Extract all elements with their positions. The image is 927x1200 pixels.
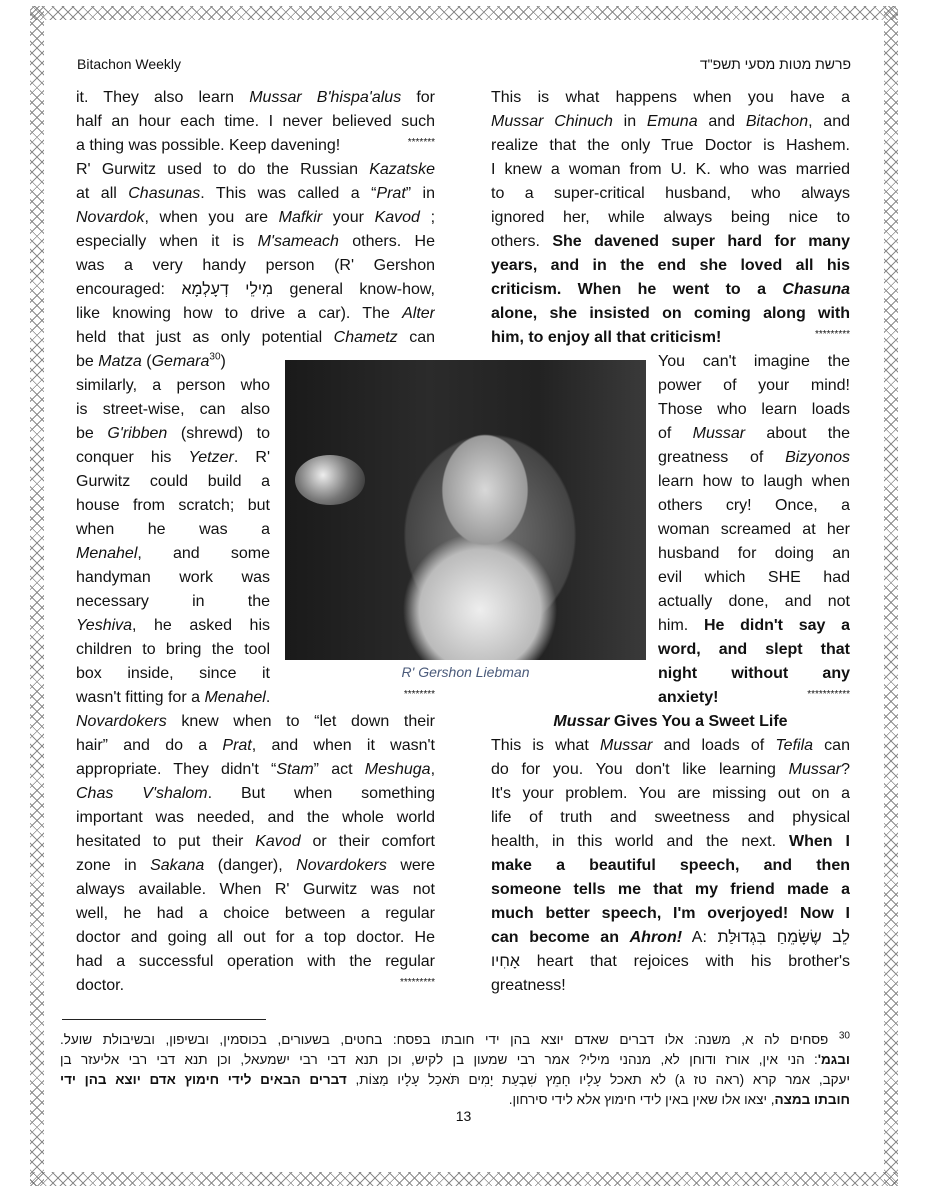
text: ; bbox=[419, 209, 435, 226]
text-line bbox=[491, 278, 850, 302]
text: actually done, and not bbox=[658, 593, 850, 610]
text-line bbox=[491, 950, 850, 974]
text-line bbox=[491, 854, 850, 878]
text-line bbox=[491, 230, 850, 254]
text: ( bbox=[141, 353, 152, 370]
separator-asterisks: ******* bbox=[407, 137, 435, 148]
text: or their comfort bbox=[300, 833, 435, 850]
text-line bbox=[76, 326, 435, 350]
separator-asterisks: ********* bbox=[399, 977, 435, 988]
text: . R' bbox=[233, 449, 270, 466]
text-line bbox=[491, 206, 850, 230]
text: conquer his bbox=[76, 449, 189, 466]
text: it. They also learn bbox=[76, 89, 250, 106]
text-line bbox=[658, 446, 850, 470]
text-line bbox=[491, 902, 850, 926]
text-line bbox=[76, 278, 435, 302]
text-line bbox=[491, 158, 850, 182]
italic-text: Menahel bbox=[76, 545, 138, 562]
text-line bbox=[76, 614, 270, 638]
text-line bbox=[76, 446, 270, 470]
bold-text: alone, she insisted on coming along with bbox=[491, 305, 850, 322]
text-line bbox=[658, 350, 850, 374]
text-line bbox=[658, 518, 850, 542]
bold-text: ובגמ' bbox=[817, 1052, 850, 1067]
text: , and when it wasn't bbox=[251, 737, 435, 754]
text-line bbox=[76, 830, 435, 854]
text-line bbox=[491, 86, 850, 110]
text-line bbox=[76, 662, 270, 686]
text: . This was called a “ bbox=[200, 185, 377, 202]
text-line bbox=[658, 662, 850, 686]
text-line bbox=[76, 374, 270, 398]
italic-text: Tefila bbox=[775, 737, 814, 754]
text: learn how to laugh when bbox=[658, 473, 850, 490]
text: , when you are bbox=[144, 209, 279, 226]
text: well, he had a choice between a regular bbox=[76, 905, 435, 922]
text: be bbox=[76, 353, 99, 370]
text: . But when something bbox=[207, 785, 435, 802]
footnote bbox=[60, 1030, 850, 1110]
bold-italic-text: Ahron! bbox=[629, 929, 683, 946]
bold-italic-text: Chasuna bbox=[782, 281, 850, 298]
separator-asterisks: *********** bbox=[807, 689, 850, 700]
italic-text: Chametz bbox=[333, 329, 398, 346]
text: general know-how, bbox=[273, 281, 435, 298]
bold-text: much better speech, I'm overjoyed! Now I bbox=[491, 905, 850, 922]
hebrew-text: לֵב שֶׂשָּׂמֵחַ בִּגְדוּלַּת bbox=[717, 929, 850, 946]
text: about the bbox=[745, 425, 850, 442]
text: R' Gurwitz used to do the Russian bbox=[76, 161, 370, 178]
text-line bbox=[76, 86, 435, 110]
text: of bbox=[658, 425, 693, 442]
bold-italic-text: Mussar bbox=[553, 713, 610, 730]
text: especially when it is bbox=[76, 233, 258, 250]
text-line bbox=[658, 398, 850, 422]
text: , and bbox=[808, 113, 850, 130]
text-line bbox=[76, 254, 435, 278]
text-line bbox=[76, 518, 270, 542]
text: in bbox=[612, 113, 647, 130]
bold-text: He didn't say a bbox=[703, 617, 850, 634]
text: important was needed, and the whole world bbox=[76, 809, 435, 826]
text: This is what happens when you have a bbox=[491, 89, 850, 106]
bold-text: him, to enjoy all that criticism! bbox=[491, 329, 722, 346]
decorative-border-top bbox=[30, 6, 898, 20]
text: woman screamed at her bbox=[658, 521, 850, 538]
text-line bbox=[658, 638, 850, 662]
text-line bbox=[76, 206, 435, 230]
text-line bbox=[491, 110, 850, 134]
text: appropriate. They didn't “ bbox=[76, 761, 277, 778]
text-line bbox=[76, 134, 435, 158]
text-line bbox=[76, 638, 270, 662]
text-line bbox=[76, 878, 435, 902]
text: You can't imagine the bbox=[658, 353, 850, 370]
bold-text: can become an bbox=[491, 929, 630, 946]
italic-text: Mussar B'hispa'alus bbox=[249, 89, 402, 106]
text-line bbox=[76, 470, 270, 494]
text: (danger), bbox=[204, 857, 297, 874]
text: do for you. You don't like learning bbox=[491, 761, 789, 778]
microphone-image bbox=[295, 455, 365, 505]
text-line bbox=[76, 734, 435, 758]
text-line bbox=[491, 830, 850, 854]
text: heart that rejoices with his brother's bbox=[519, 953, 850, 970]
text-line bbox=[658, 590, 850, 614]
text-line bbox=[658, 614, 850, 638]
text-line bbox=[76, 398, 270, 422]
text-line bbox=[76, 758, 435, 782]
text: can bbox=[813, 737, 850, 754]
italic-text: Prat bbox=[376, 185, 406, 202]
text: ? bbox=[841, 761, 850, 778]
text-line bbox=[76, 686, 435, 710]
bold-text: word, and slept that bbox=[658, 641, 850, 658]
italic-text: Sakana bbox=[150, 857, 205, 874]
italic-text: Stam bbox=[276, 761, 314, 778]
text: and loads of bbox=[652, 737, 776, 754]
page-number: 13 bbox=[455, 1108, 472, 1124]
text: and bbox=[697, 113, 746, 130]
text-line bbox=[76, 854, 435, 878]
text: others cry! Once, a bbox=[658, 497, 850, 514]
decorative-border-right bbox=[884, 6, 898, 1186]
text-line bbox=[76, 590, 270, 614]
hebrew-text: אָחִיו bbox=[491, 953, 520, 970]
text: children to bring the tool bbox=[76, 641, 270, 658]
text: others. bbox=[491, 233, 553, 250]
text: , bbox=[430, 761, 435, 778]
text: , he asked his bbox=[132, 617, 270, 634]
text-line bbox=[76, 902, 435, 926]
italic-text: Kavod bbox=[374, 209, 420, 226]
text: half an hour each time. I never believed such bbox=[76, 113, 435, 130]
text: to a super-critical husband, who always bbox=[491, 185, 850, 202]
text: held that just as only potential bbox=[76, 329, 334, 346]
text: health, in this world and the next. bbox=[491, 833, 790, 850]
italic-text: Mussar bbox=[788, 761, 842, 778]
text: ” act bbox=[313, 761, 365, 778]
bold-text: make a beautiful speech, and then bbox=[491, 857, 850, 874]
publication-title: Bitachon Weekly bbox=[77, 56, 182, 72]
text: Those who learn loads bbox=[658, 401, 850, 418]
text: : הני אין, אורז ודוחן לא, מנהני מילי? אמר רבי שמעון בן לקיש, וכן תנא דבי רבי ישמעאל, וכן תנא דבי רבי אליעזר בן bbox=[60, 1052, 818, 1067]
italic-text: Yeshiva bbox=[76, 617, 133, 634]
text-line bbox=[491, 182, 850, 206]
portrait-photo bbox=[285, 360, 646, 660]
text: others. He bbox=[338, 233, 435, 250]
text: power of your mind! bbox=[658, 377, 850, 394]
text-line bbox=[76, 110, 435, 134]
separator-asterisks: ******** bbox=[403, 689, 435, 700]
separator-asterisks: ********* bbox=[814, 329, 850, 340]
text: , יצאו אלו שאין באין לידי חימוץ אלא לידי סירחון. bbox=[508, 1092, 775, 1107]
bold-text: חובתו במצה bbox=[774, 1092, 850, 1107]
text-line bbox=[76, 782, 435, 806]
text: handyman work was bbox=[76, 569, 270, 586]
text-line bbox=[491, 302, 850, 326]
bold-text: night without any bbox=[658, 665, 850, 682]
text: Gurwitz could build a bbox=[76, 473, 270, 490]
bold-text: Gives You a Sweet Life bbox=[609, 713, 788, 730]
text: when he was a bbox=[76, 521, 270, 538]
text-line bbox=[658, 686, 850, 710]
italic-text: Menahel bbox=[204, 689, 266, 706]
text: had a successful operation with the regular bbox=[76, 953, 435, 970]
text-line bbox=[76, 158, 435, 182]
text-line bbox=[658, 374, 850, 398]
italic-text: Mafkir bbox=[278, 209, 323, 226]
text-line bbox=[76, 926, 435, 950]
text: realize that the only True Doctor is Hashem. bbox=[491, 137, 850, 154]
text: is street-wise, can also bbox=[76, 401, 270, 418]
italic-text: Mussar Chinuch bbox=[491, 113, 613, 130]
text-line bbox=[491, 734, 850, 758]
text: encouraged: bbox=[76, 281, 182, 298]
text: (shrewd) to bbox=[167, 425, 270, 442]
text-line bbox=[76, 566, 270, 590]
italic-text: M'sameach bbox=[257, 233, 339, 250]
text: ” in bbox=[405, 185, 435, 202]
text: necessary in the bbox=[76, 593, 270, 610]
text-line bbox=[76, 710, 435, 734]
text: was a very handy person (R' Gershon bbox=[76, 257, 435, 274]
text: can bbox=[397, 329, 435, 346]
text-line bbox=[76, 542, 270, 566]
text: a thing was possible. Keep davening! bbox=[76, 137, 341, 154]
italic-text: G'ribben bbox=[107, 425, 168, 442]
bold-text: She davened super hard for many bbox=[552, 233, 850, 250]
text: similarly, a person who bbox=[76, 377, 270, 394]
text-line bbox=[60, 1070, 850, 1090]
text-line bbox=[76, 950, 435, 974]
italic-text: Novardokers bbox=[296, 857, 387, 874]
text-line bbox=[76, 350, 270, 374]
text: greatness! bbox=[491, 977, 566, 994]
italic-text: Emuna bbox=[646, 113, 698, 130]
italic-text: Gemara bbox=[151, 353, 210, 370]
text: knew when to “let down their bbox=[166, 713, 435, 730]
italic-text: Chasunas bbox=[128, 185, 201, 202]
text: , and some bbox=[137, 545, 270, 562]
text: ) bbox=[220, 353, 226, 370]
italic-text: Kazatske bbox=[369, 161, 435, 178]
text: zone in bbox=[76, 857, 151, 874]
italic-text: Yetzer bbox=[188, 449, 234, 466]
text-line bbox=[658, 494, 850, 518]
text-line bbox=[76, 806, 435, 830]
decorative-border-bottom bbox=[30, 1172, 898, 1186]
text-line bbox=[76, 422, 270, 446]
text: doctor. bbox=[76, 977, 125, 994]
footnote-ref: 30 bbox=[209, 351, 221, 363]
text: It's your problem. You are missing out on a bbox=[491, 785, 850, 802]
bold-text: years, and in the end she loved all his bbox=[491, 257, 850, 274]
photo-caption: R' Gershon Liebman bbox=[401, 664, 530, 680]
text: hesitated to put their bbox=[76, 833, 256, 850]
text: . bbox=[265, 689, 271, 706]
text-line bbox=[491, 974, 850, 998]
text: husband for doing an bbox=[658, 545, 850, 562]
italic-text: Mussar bbox=[692, 425, 746, 442]
parsha-title: פרשת מטות מסעי תשפ"ד bbox=[699, 56, 851, 72]
text: for bbox=[401, 89, 435, 106]
bold-text: דברים הבאים לידי חימוץ אדם יוצא בהן ידי bbox=[60, 1072, 347, 1087]
text: ignored her, while always being nice to bbox=[491, 209, 850, 226]
text-line bbox=[60, 1030, 850, 1050]
text: him. bbox=[658, 617, 704, 634]
italic-text: Bitachon bbox=[745, 113, 809, 130]
text: your bbox=[322, 209, 375, 226]
text: evil which SHE had bbox=[658, 569, 850, 586]
text: like knowing how to drive a car). The bbox=[76, 305, 403, 322]
text-line bbox=[491, 758, 850, 782]
text-line bbox=[491, 134, 850, 158]
text-line bbox=[658, 542, 850, 566]
italic-text: Prat bbox=[222, 737, 252, 754]
text: פסחים לה א, משנה: אלו דברים שאדם יוצא בהן ידי חובתו בפסח: בחטים, בשעורים, בכוסמין, ובשיפון, ובשיבולת שועל. bbox=[60, 1032, 839, 1047]
text: wasn't fitting for a bbox=[76, 689, 205, 706]
bold-text: someone tells me that my friend made a bbox=[491, 881, 850, 898]
text: always available. When R' Gurwitz was not bbox=[76, 881, 435, 898]
text: A: bbox=[682, 929, 718, 946]
text-line bbox=[76, 974, 435, 998]
italic-text: Matza bbox=[98, 353, 142, 370]
bold-text: criticism. When he went to a bbox=[491, 281, 783, 298]
text: were bbox=[386, 857, 435, 874]
italic-text: Novardok bbox=[76, 209, 145, 226]
text: doctor and going all out for a top doctor. He bbox=[76, 929, 435, 946]
italic-text: Chas V'shalom bbox=[76, 785, 208, 802]
text: box inside, since it bbox=[76, 665, 270, 682]
text-line bbox=[76, 230, 435, 254]
text-line bbox=[60, 1090, 850, 1110]
footnote-ref: 30 bbox=[838, 1030, 850, 1042]
text: house from scratch; but bbox=[76, 497, 270, 514]
text-line bbox=[60, 1050, 850, 1070]
hebrew-text: מִילֵי דְעָלְמָא bbox=[181, 281, 274, 298]
text: greatness of bbox=[658, 449, 786, 466]
text: יעקב, אמר קרא (ראה טז ג) לא תאכל עָלָיו חָמֵץ שִׁבְעַת יָמִים תֹּאכַל עָלָיו מַצּוֹת, bbox=[346, 1072, 850, 1087]
text-line bbox=[658, 422, 850, 446]
text-line bbox=[491, 806, 850, 830]
decorative-border-left bbox=[30, 6, 44, 1186]
text: life of truth and sweetness and physical bbox=[491, 809, 850, 826]
text: at all bbox=[76, 185, 129, 202]
italic-text: Bizyonos bbox=[785, 449, 850, 466]
text-line bbox=[76, 494, 270, 518]
text-line bbox=[491, 254, 850, 278]
section-heading bbox=[491, 710, 850, 734]
text-line bbox=[658, 566, 850, 590]
text-line bbox=[658, 470, 850, 494]
text-line bbox=[491, 878, 850, 902]
italic-text: Meshuga bbox=[364, 761, 431, 778]
italic-text: Alter bbox=[402, 305, 435, 322]
text-line bbox=[76, 302, 435, 326]
italic-text: Kavod bbox=[255, 833, 301, 850]
text-line bbox=[491, 926, 850, 950]
bold-text: anxiety! bbox=[658, 689, 719, 706]
footnote-separator bbox=[62, 1019, 266, 1020]
italic-text: Mussar bbox=[600, 737, 653, 754]
text-line bbox=[491, 782, 850, 806]
text-line bbox=[491, 326, 850, 350]
text: I knew a woman from U. K. who was married bbox=[491, 161, 850, 178]
text: hair” and do a bbox=[76, 737, 223, 754]
text: This is what bbox=[491, 737, 601, 754]
text: be bbox=[76, 425, 108, 442]
italic-text: Novardokers bbox=[76, 713, 167, 730]
bold-text: When I bbox=[789, 833, 850, 850]
text-line bbox=[76, 182, 435, 206]
